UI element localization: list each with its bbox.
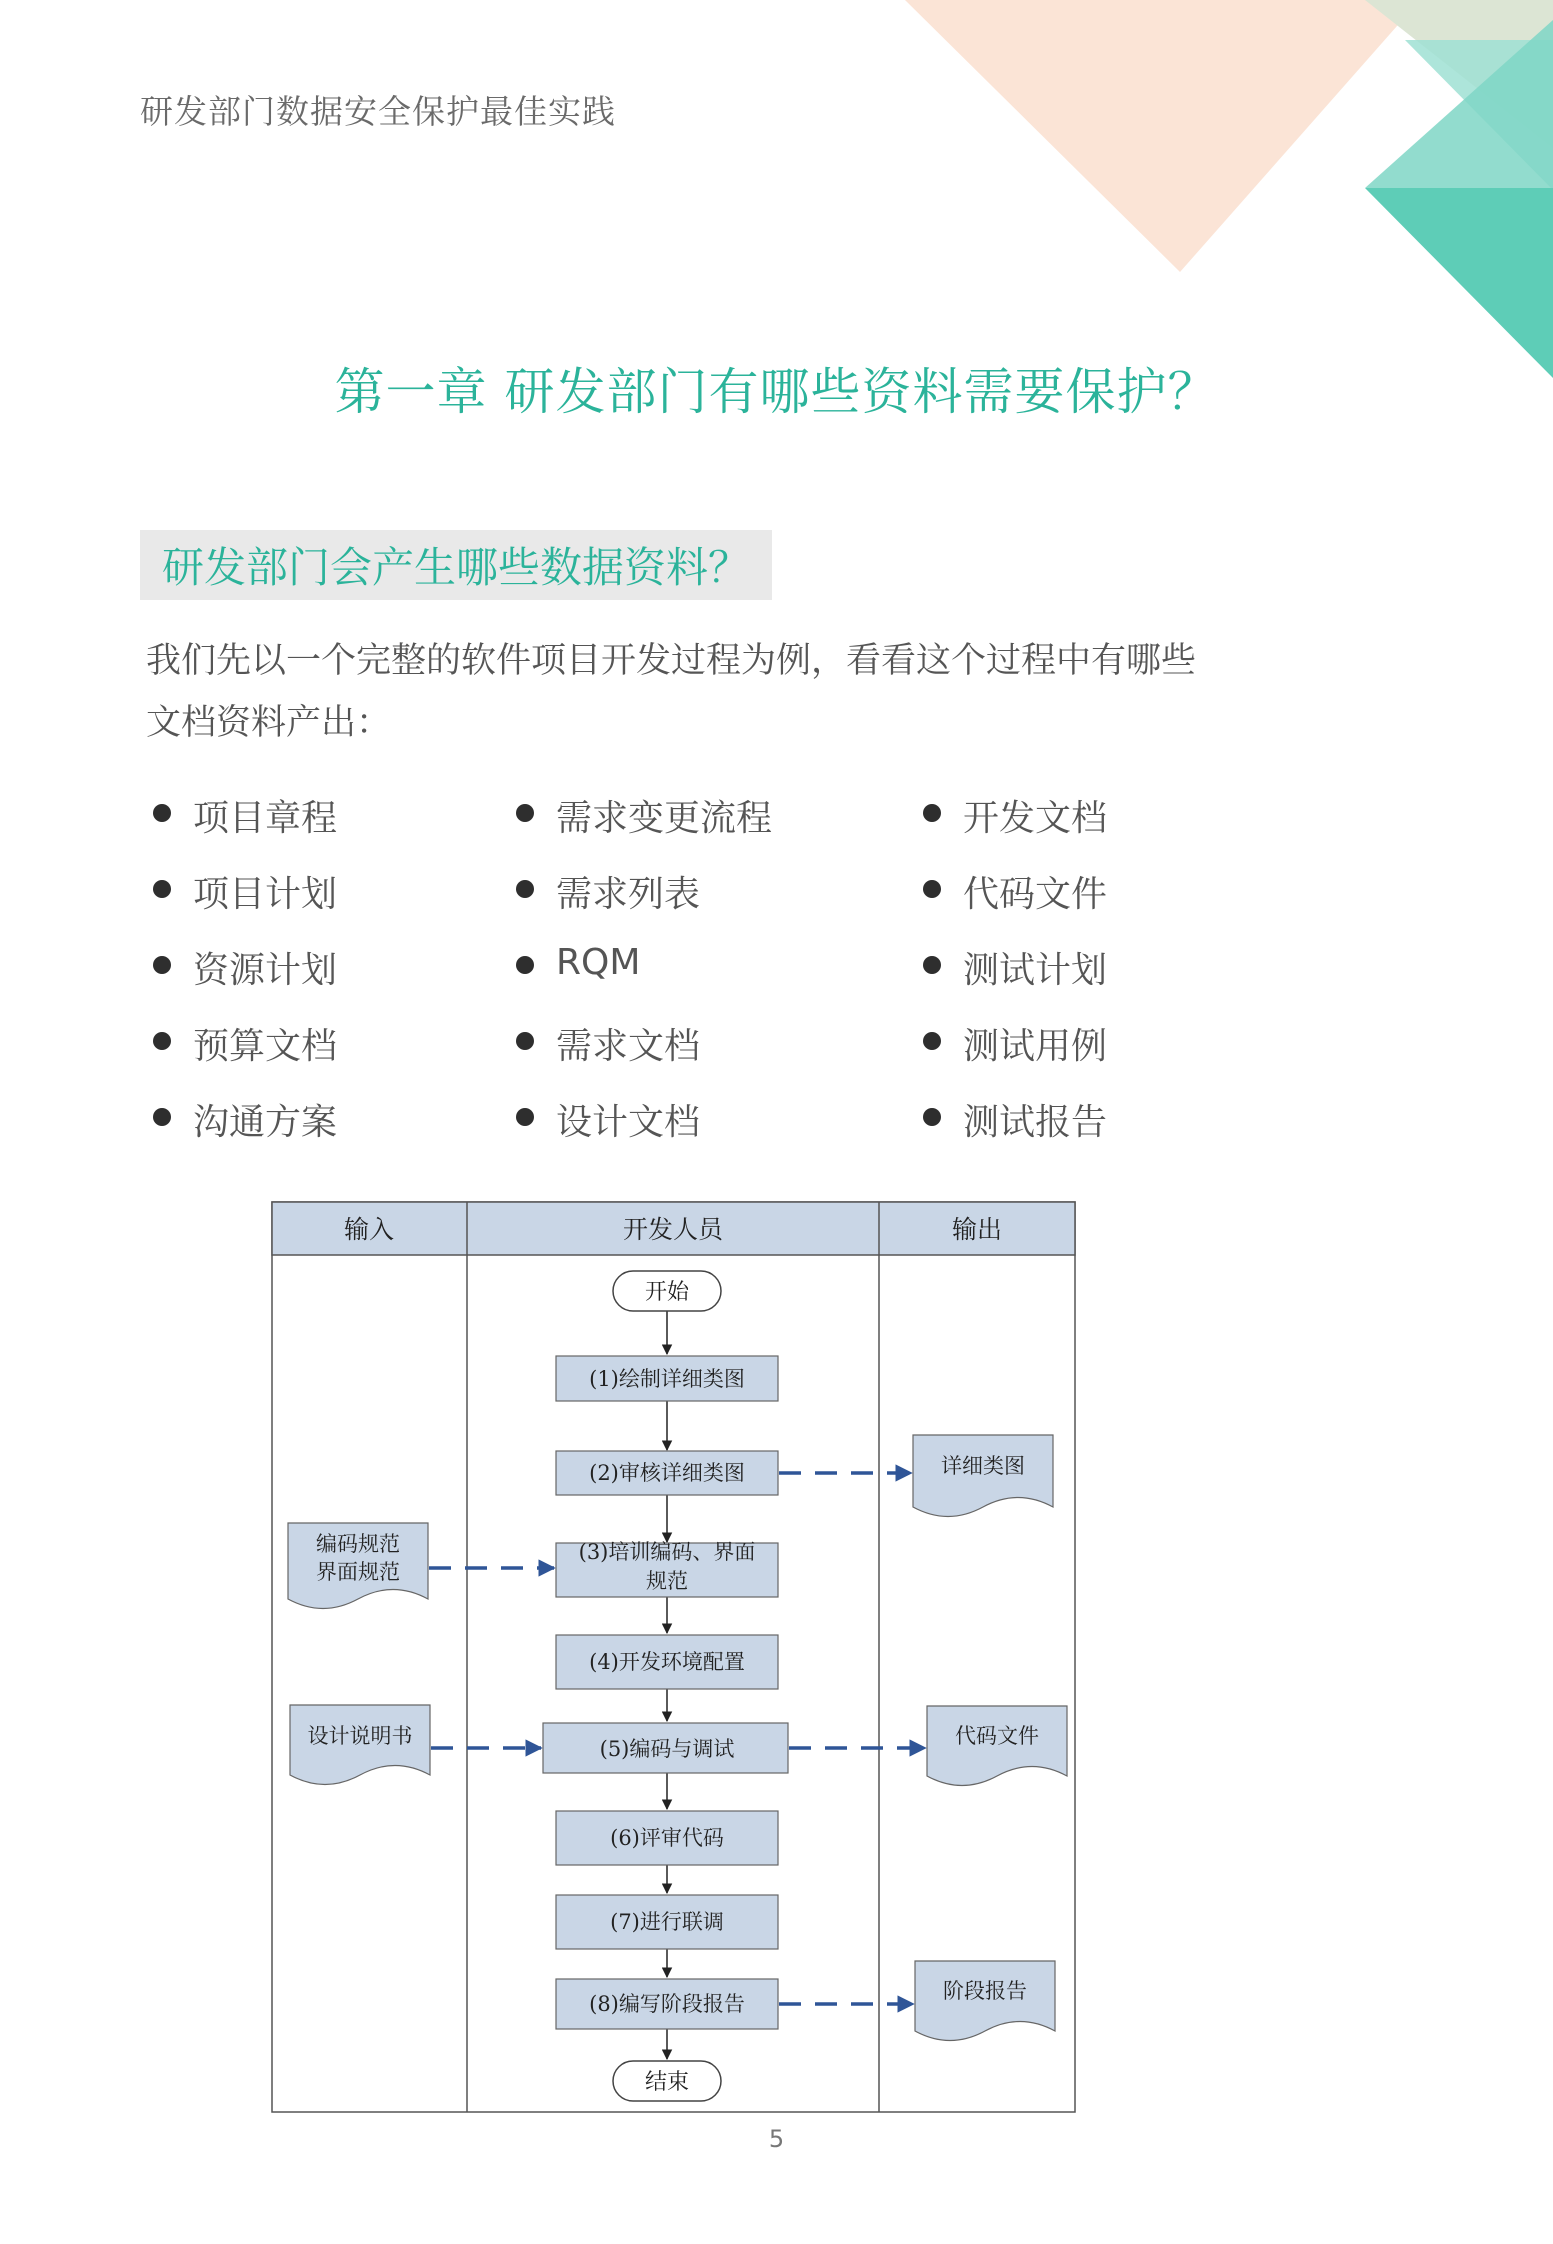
output-doc-label: 代码文件 [955, 1724, 1039, 1748]
chapter-title: 第一章 研发部门有哪些资料需要保护？ [334, 363, 1219, 421]
input-doc-label: 设计说明书 [307, 1724, 413, 1748]
list-item: 项目章程 [153, 790, 337, 866]
flow-step-7-label: (7)进行联调 [610, 1910, 724, 1934]
flow-step-4-label: (4)开发环境配置 [589, 1650, 745, 1674]
output-doc-label: 阶段报告 [943, 1979, 1027, 2003]
flow-step-3-label: (3)培训编码、界面 [578, 1540, 756, 1564]
section-title: 研发部门会产生哪些数据资料？ [162, 543, 751, 592]
list-item: 测试计划 [923, 942, 1107, 1018]
flow-step-8-label: (8)编写阶段报告 [589, 1992, 745, 2016]
list-item: 测试报告 [923, 1094, 1107, 1170]
list-item: 资源计划 [153, 942, 337, 1018]
input-doc-label: 界面规范 [316, 1560, 400, 1584]
input-doc-label: 编码规范 [316, 1532, 400, 1556]
flow-step-6-label: (6)评审代码 [610, 1826, 724, 1850]
list-item: 需求变更流程 [516, 790, 772, 866]
list-item: 测试用例 [923, 1018, 1107, 1094]
flow-start-label: 开始 [644, 1280, 690, 1305]
flow-end-label: 结束 [644, 2070, 690, 2095]
list-item: 开发文档 [923, 790, 1107, 866]
flow-step-3-label-line2: 规范 [646, 1569, 688, 1593]
list-item: 沟通方案 [153, 1094, 337, 1170]
page-number: 5 [768, 2125, 785, 2153]
list-item: 需求文档 [516, 1018, 772, 1094]
list-item: 项目计划 [153, 866, 337, 942]
lane-header-developer: 开发人员 [622, 1215, 724, 1244]
list-item: 代码文件 [923, 866, 1107, 942]
intro-line: 我们先以一个完整的软件项目开发过程为例，看看这个过程中有哪些 [146, 641, 1197, 681]
flow-step-5-label: (5)编码与调试 [599, 1737, 735, 1761]
document-header-title: 研发部门数据安全保护最佳实践 [140, 92, 616, 131]
flow-step-2-label: (2)审核详细类图 [589, 1461, 745, 1485]
output-doc-label: 详细类图 [941, 1454, 1025, 1478]
lane-header-input: 输入 [343, 1215, 395, 1244]
intro-line: 文档资料产出： [146, 703, 392, 743]
list-item: 需求列表 [516, 866, 772, 942]
lane-header-output: 输出 [951, 1215, 1003, 1244]
list-item: RQM [516, 942, 772, 1018]
flow-step-1-label: (1)绘制详细类图 [589, 1367, 745, 1391]
list-item: 预算文档 [153, 1018, 337, 1094]
list-item: 设计文档 [516, 1094, 772, 1170]
